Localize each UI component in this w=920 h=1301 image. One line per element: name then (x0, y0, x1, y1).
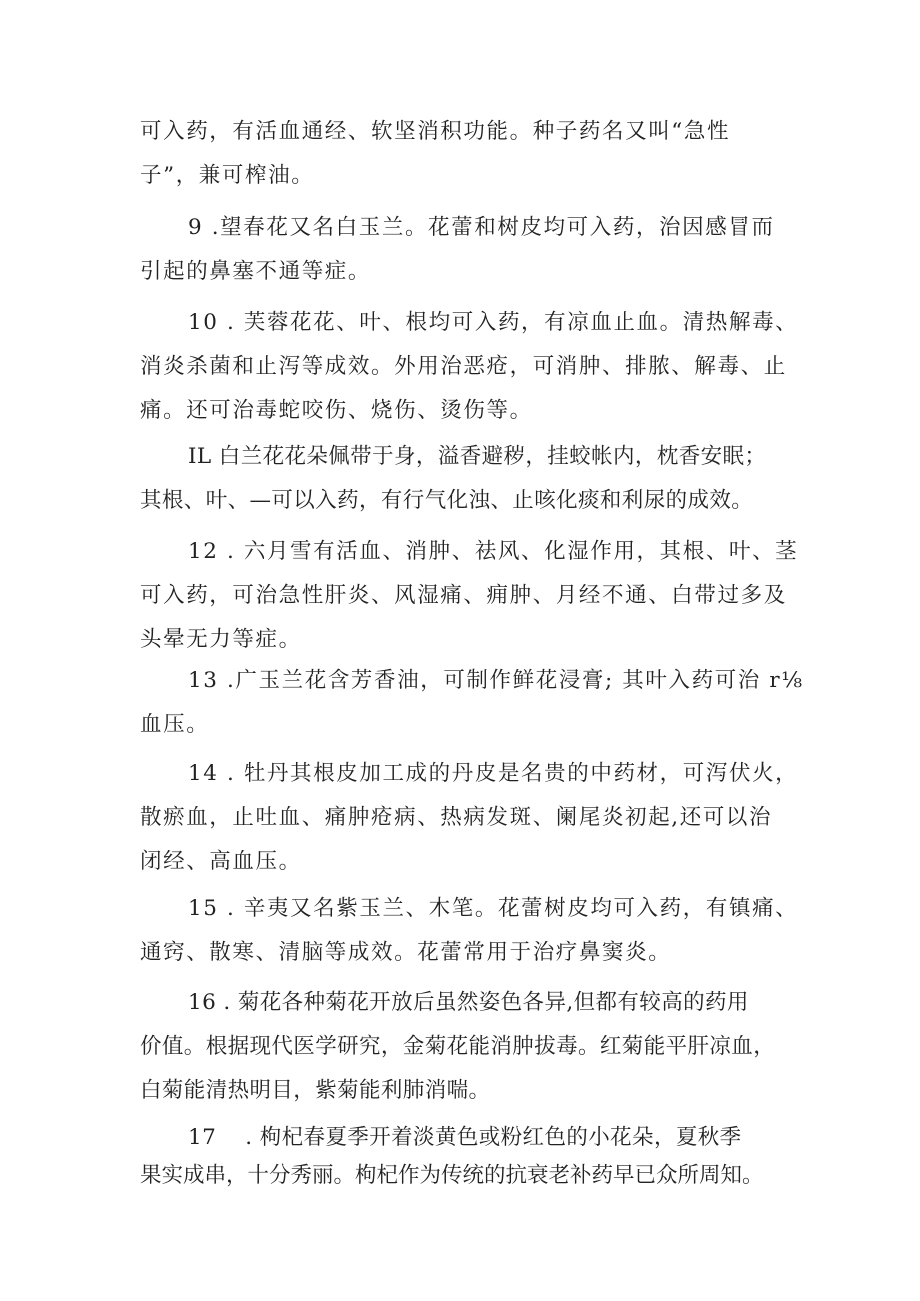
text-line: 可入药，可治急性肝炎、风湿痛、痈肿、月经不通、白带过多及 (140, 583, 787, 608)
paragraph-11 (140, 435, 790, 523)
text-line: 引起的鼻塞不通等症。 (140, 259, 372, 284)
paragraph-10 (140, 301, 799, 433)
text-line: 痛。还可治毒蛇咬伤、烧伤、烫伤等。 (140, 398, 533, 423)
text-line: 其根、叶、—可以入药，有行气化浊、止咳化痰和利尿的成效。 (140, 488, 754, 513)
text-line: 16 . 菊花各种菊花开放后虽然姿色各异,但都有较高的药用 (188, 990, 749, 1015)
text-line: 13 .广玉兰花含芳香油，可制作鲜花浸膏; 其叶入药可治 r⅛ (188, 668, 804, 693)
paragraph-14 (140, 752, 799, 884)
paragraph-12 (140, 530, 799, 662)
text-line: 消炎杀菌和止泻等成效。外用治恶疮，可消肿、排脓、解毒、止 (140, 354, 787, 379)
text-line: 17 . 枸杞春夏季开着淡黄色或粉红色的小花朵，夏秋季 (188, 1125, 742, 1150)
text-line: 10 . 芙蓉花花、叶、根均可入药，有凉血止血。清热解毒、 (188, 310, 799, 335)
text-line: 可入药，有活血通经、软坚消积功能。种子药名又叫“急性 (140, 119, 731, 144)
text-line: IL 白兰花花朵佩带于身，溢香避秽，挂蛟帐内，枕香安眠； (188, 444, 767, 469)
text-line: 价值。根据现代医学研究，金菊花能消肿拔毒。红菊能平肝凉血， (140, 1034, 776, 1059)
paragraph-9 (140, 206, 790, 294)
text-line: 通窍、散寒、清脑等成效。花蕾常用于治疗鼻窦炎。 (140, 940, 672, 965)
text-line: 12 . 六月雪有活血、消肿、祛风、化湿作用，其根、叶、茎 (188, 539, 799, 564)
text-line: 闭经、高血压。 (140, 849, 302, 874)
text-line: 白菊能清热明目，紫菊能利肺消喘。 (140, 1078, 491, 1103)
text-line: 果实成串，十分秀丽。枸杞作为传统的抗衰老补药早已众所周知。 (140, 1163, 764, 1188)
text-line: 子”，兼可榨油。 (140, 163, 315, 188)
text-line: 头晕无力等症。 (140, 627, 302, 652)
text-line: 9 .望春花又名白玉兰。花蕾和树皮均可入药，治因感冒而 (188, 215, 775, 240)
paragraph-8-continued (140, 110, 790, 198)
paragraph-17 (140, 1119, 790, 1195)
paragraph-15 (140, 887, 799, 975)
text-line: 15 . 辛夷又名紫玉兰、木笔。花蕾树皮均可入药，有镇痛、 (188, 896, 799, 921)
paragraph-13 (140, 659, 804, 747)
paragraph-16 (140, 981, 790, 1113)
text-line: 14 . 牡丹其根皮加工成的丹皮是名贵的中药材，可泻伏火， (188, 761, 799, 786)
text-line: 血压。 (140, 712, 210, 737)
text-line: 散瘀血，止吐血、痛肿疮病、热病发斑、阑尾炎初起,还可以治 (140, 805, 773, 830)
